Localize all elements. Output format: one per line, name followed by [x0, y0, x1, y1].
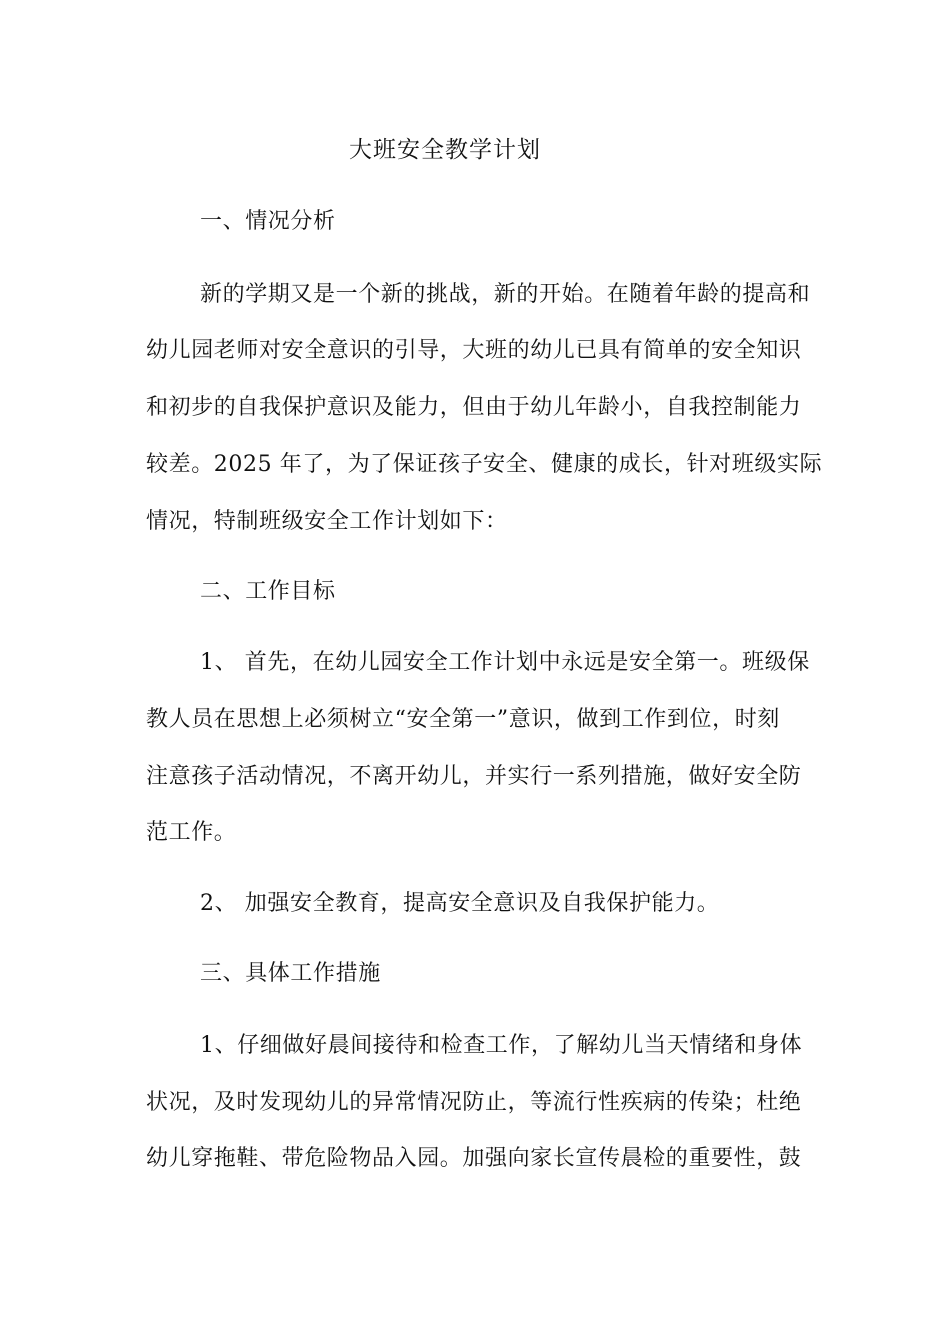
section-heading-goals: 二、工作目标 [200, 579, 336, 604]
paragraph-line: 幼儿穿拖鞋、带危险物品入园。加强向家长宣传晨检的重要性，鼓 [146, 1146, 802, 1171]
paragraph-line: 1、仔细做好晨间接待和检查工作，了解幼儿当天情绪和身体 [200, 1033, 803, 1058]
page-title: 大班安全教学计划 [349, 137, 541, 163]
paragraph-line: 幼儿园老师对安全意识的引导，大班的幼儿已具有简单的安全知识 [146, 338, 802, 363]
paragraph-line: 情况，特制班级安全工作计划如下： [146, 509, 508, 534]
section-heading-analysis: 一、情况分析 [200, 209, 336, 234]
paragraph-line: 注意孩子活动情况，不离开幼儿，并实行一系列措施，做好安全防 [146, 764, 802, 789]
paragraph-line: 新的学期又是一个新的挑战，新的开始。在随着年龄的提高和 [200, 282, 811, 307]
paragraph-line: 较差。2025 年了，为了保证孩子安全、健康的成长，针对班级实际 [146, 452, 823, 477]
paragraph-line: 状况，及时发现幼儿的异常情况防止，等流行性疾病的传染；杜绝 [146, 1090, 802, 1115]
paragraph-line: 和初步的自我保护意识及能力，但由于幼儿年龄小，自我控制能力 [146, 395, 802, 420]
section-heading-measures: 三、具体工作措施 [200, 961, 381, 986]
paragraph-line: 范工作。 [146, 820, 237, 845]
paragraph-line: 教人员在思想上必须树立“安全第一”意识，做到工作到位，时刻 [146, 707, 780, 732]
paragraph-line: 2、 加强安全教育，提高安全意识及自我保护能力。 [200, 891, 720, 916]
paragraph-line: 1、 首先，在幼儿园安全工作计划中永远是安全第一。班级保 [200, 650, 810, 675]
